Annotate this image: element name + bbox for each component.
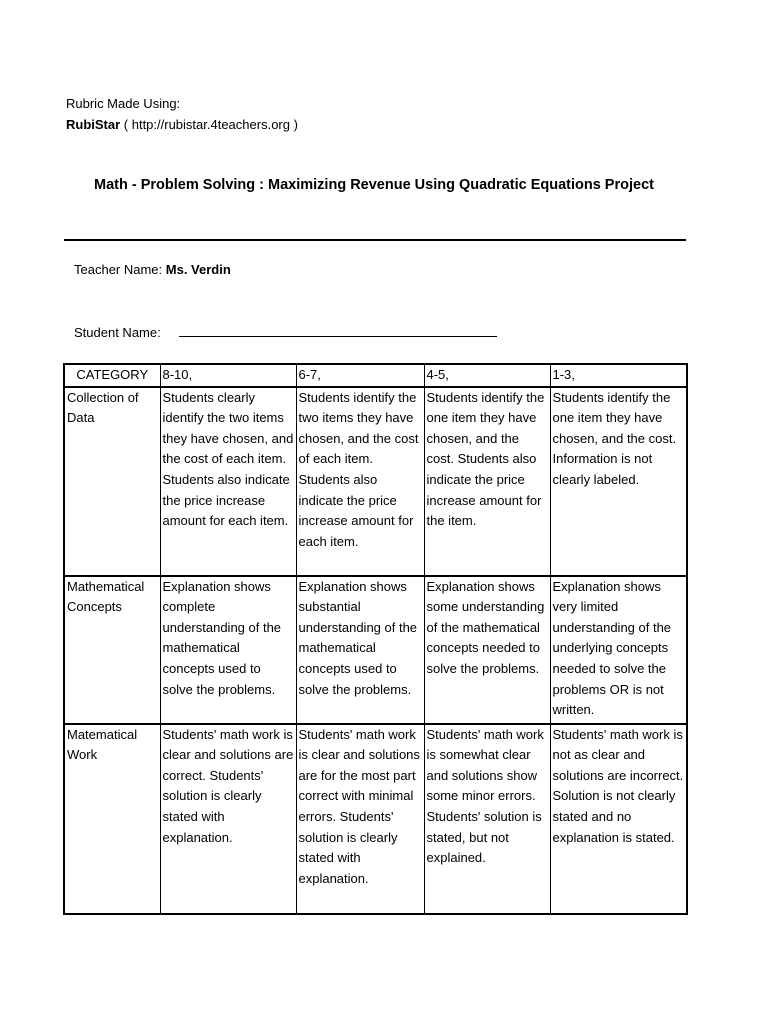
- column-header: 1-3,: [550, 364, 687, 387]
- table-cell: Students identify the two items they have chosen, and the cost of each item. Students also indicate the price increase amount for each item.: [296, 387, 424, 576]
- table-cell: Explanation shows substantial understanding of the mathematical concepts used to solve the problems.: [296, 576, 424, 724]
- table-cell: Explanation shows complete understanding of the mathematical concepts used to solve the problems.: [160, 576, 296, 724]
- table-cell: Students' math work is clear and solutions are for the most part correct with minimal errors. Students' solution is clearly stated with explanation.: [296, 724, 424, 914]
- table-cell: Explanation shows very limited understanding of the underlying concepts needed to solve the problems OR is not written.: [550, 576, 687, 724]
- column-header: 8-10,: [160, 364, 296, 387]
- table-row: [64, 387, 687, 576]
- teacher-label: Teacher Name:: [74, 262, 166, 277]
- table-cell: Students' math work is somewhat clear and solutions show some minor errors. Students' solution is stated, but not explained.: [424, 724, 550, 914]
- table-row: [64, 576, 687, 724]
- column-header: 4-5,: [424, 364, 550, 387]
- row-category: Matematical Work: [64, 724, 160, 914]
- page-title: Math - Problem Solving : Maximizing Revenue Using Quadratic Equations Project: [94, 177, 654, 193]
- student-name-line: [74, 324, 497, 340]
- rubric-table: [63, 363, 688, 915]
- rubistar-credit: [66, 114, 298, 135]
- table-cell: Students clearly identify the two items they have chosen, and the cost of each item. Students also indicate the price increase amount for each item.: [160, 387, 296, 576]
- teacher-name-line: [74, 262, 231, 277]
- made-using-label: Rubric Made Using:: [66, 96, 181, 111]
- table-cell: Explanation shows some understanding of the mathematical concepts needed to solve the problems.: [424, 576, 550, 724]
- column-header: CATEGORY: [64, 364, 160, 387]
- teacher-name: Ms. Verdin: [165, 262, 231, 277]
- row-category: Mathematical Concepts: [64, 576, 160, 724]
- rubistar-url: ( http://rubistar.4teachers.org ): [120, 117, 298, 132]
- table-header-row: [64, 364, 687, 387]
- divider: [64, 239, 686, 241]
- table-cell: Students' math work is clear and solutions are correct. Students' solution is clearly stated with explanation.: [160, 724, 296, 914]
- student-name-blank: [179, 324, 497, 337]
- rubric-source: [66, 93, 298, 135]
- table-row: [64, 724, 687, 914]
- student-label: Student Name:: [74, 325, 161, 340]
- table-cell: Students identify the one item they have chosen, and the cost. Students also indicate the price increase amount for the item.: [424, 387, 550, 576]
- rubistar-name: RubiStar: [66, 117, 121, 132]
- row-category: Collection of Data: [64, 387, 160, 576]
- table-cell: Students' math work is not as clear and solutions are incorrect. Solution is not clearly stated and no explanation is stated.: [550, 724, 687, 914]
- column-header: 6-7,: [296, 364, 424, 387]
- table-cell: Students identify the one item they have chosen, and the cost. Information is not clearly labeled.: [550, 387, 687, 576]
